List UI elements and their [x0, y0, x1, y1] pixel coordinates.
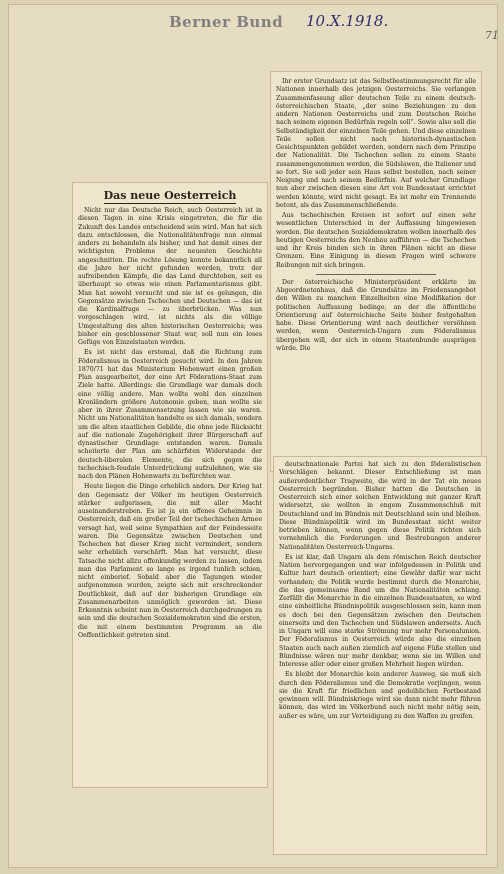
paragraph: Es ist klar, daß Ungarn als dem römischen Reich deutscher Nation hervorgegangen und war infolgedessen in Politik und Kultur hart deutsch orientiert; eine Gewähr dafür war nicht vorhanden; die Politik wurde bestimmt durch die Monarchie, die das gemeinsame Band um die Nationalitäten schlang. Zerfällt die Monarchie in die einzelnen Bundesstaaten, so wird eine einheitliche Bündnispolitik ausgeschlossen sein, kann man es doch bei den Gegensätzen zwischen den Deutschen einerseits und den Tschechen und Südslawen anderseits. Auch in Ungarn will eine starke Strömung nur mehr Personalunion. Der Föderalismus in Oesterreich würde also die einzelnen Staaten auch nach außen ziemlich auf eigene Füße stellen und Bündnisse wären nur mehr denkbar, wenn sie im Willen und Interesse aller oder einer großen Mehrheit liegen würden.	[279, 553, 481, 668]
paragraph: Ihr erster Grundsatz ist das Selbstbestimmungsrecht für alle Nationen innerhalb des jetzigen Oesterreichs. Sie verlangen Zusammenfassung aller deutschen Teile zu einem deutsch-österreichischen Staate, „der seine Beziehungen zu den andern Nationen Oesterreichs und zum Deutschen Reiche nach seinem eigenen Bedürfnis regeln soll“. Sowie also soll die Selbständigkeit der einzelnen Teile gehen. Und diese einzelnen Teile sollen nicht nach historisch-dynastischen Gesichtspunkten gebildet werden, sondern nach dem Prinzipe der Nationalität. Die Tschechen sollen zu einem Staate zusammengenommen werden, die Südslawen, die Italiener und so fort. Sie soll jeder sein Haus selbst bestellen, nach seiner Neigung und nach seinem Bedürfnis. Auf welcher Grundlage nun aber zwischen diesen eine Art von Bundesstaat errichtet werden könnte, wird nicht gesagt. Es ist mehr ein Trennende betont, als das Zusammenschließende.	[276, 78, 476, 209]
page-number: 71	[485, 29, 499, 42]
paragraph: Heute liegen die Dinge erheblich anders. Der Krieg hat den Gegensatz der Völker im heutigen Oesterreich stärker aufgerissen, die mit aller Macht auseinanderstreben. Es ist ja ein offenes Geheimnis in Oesterreich, daß ein großer Teil der tschechischen Armee versagt hat, weil seine Sympathien auf der Feindesseite waren. Die Gegensätze zwischen Deutschen und Tschechen hat dieser Krieg nicht vermindert, sondern sehr erheblich verschärft. Man hat versucht, diese Tatsache nicht allzu offenkundig werden zu lassen, indem man das Parlament so lange es irgend tunlich schien, nicht einberief. Sobald aber die Tagungen wieder aufgenommen wurden, zeigte sich mit erschreckender Deutlichkeit, daß auf der bisherigen Grundlage ein Zusammenarbeiten unmöglich geworden ist. Diese Erkenntnis scheint nun in Oesterreich durchgedrungen zu sein und die deutschen Sozialdemokraten sind die ersten, die mit einem bestimmten Programm an die Oeffentlichkeit getreten sind.	[78, 483, 262, 639]
paragraph: Es bleibt der Monarchie kein anderer Ausweg, sie muß sich durch den Föderalismus und die Demokratie verjüngen, wenn sie die Kraft für friedlichen und gedeihlichen Fortbestand gewinnen will. Bündniskriege wird sie dann nicht mehr führen können, das wird im Völkerbund auch nicht mehr nötig sein, außer es wäre, um zur Verteidigung zu den Waffen zu greifen.	[279, 671, 481, 720]
clipping-column-1	[73, 183, 267, 787]
paragraph: Der österreichische Ministerpräsident erklärte im Abgeordnetenhaus, daß die Grundsätze im Friedensangebot den Willen zu manchen Einzelheiten eine Modifikation der politischen Auffassung bedinge, an der die öffentliche Orientierung auf österreichische Seite bisher festgehalten habe. Diese Orientierung wird nach deutlicher versöhnen werden, wenn Oesterreich-Ungarn zum Föderalismus übergehen will, der sich in einem Staatenbunde ausprägen würde. Die	[276, 278, 476, 352]
handwritten-date: 10.X.1918.	[306, 12, 389, 30]
newspaper-masthead: Berner Bund	[169, 13, 284, 31]
paragraph: Nicht nur das Deutsche Reich, auch Oesterreich ist in diesen Tagen in eine Krisis eingetreten, die für die Zukunft des Landes entscheidend sein wird. Man hat sich dazu entschlossen, die Nationalitätenfrage nun einmal anders zu behandeln als bisher, und hat damit eines der wichtigsten Probleme der neuesten Geschichte angeschnitten. Die rechte Lösung konnte bekanntlich all die Jahre her nicht gefunden werden, trotz der aufreibenden Kämpfe, die das Land durchtoben, seit es überhaupt so etwas wie einen Parlamentarismus gibt. Man hat sowohl versucht und nie ist es gelungen, die Gegensätze zwischen Tschechen und Deutschen — das ist die Kardinalfrage — zu überbrücken. Was nun vorgeschlagen wird, ist nichts als die völlige Umgestaltung des alten historischen Oesterreichs; was bisher ein geschlossener Staat war, soll nun ein loses Gefüge von Einzelstaaten werden.	[78, 207, 262, 346]
paragraph: deutschnationale Partei hat sich zu den föderalistischen Vorschlägen bekannt. Dieser Entschließung ist man außerordentlicher Tragweite, die wird in der Tat ein neues Oesterreich begründen. Bisher hatten die Deutschen in Oesterreich sich einer solchen Entwicklung mit ganzer Kraft widersetzt, sie wollten in engem Zusammenschluß mit Deutschland und im Bündnis mit Deutschland sein und bleiben. Diese Bündnispolitik wird im Bundesstaat nicht weiter betrieben können, wenn gegen diese Politik richten sich vornehmlich die Forderungen und Bestrebungen anderer Nationalitäten Oesterreich-Ungarns.	[279, 461, 481, 551]
paragraph: Aus tschechischen Kreisen ist sofort auf einen sehr wesentlichen Unterschied in der Auffassung hingewiesen worden. Die deutschen Sozialdemokraten wollen innerhalb des heutigen Oesterreichs den Neubau aufführen — die Tschechen und ihr Kreis binden sich in ihren Plänen nicht an diese Grenzen. Eine Einigung in diesen Fragen wird schwere Reibungen mit sich bringen.	[276, 212, 476, 269]
clipping-column-3	[274, 457, 486, 854]
article-body-3	[274, 457, 486, 721]
headline-text: Das neue Oesterreich	[103, 189, 237, 202]
article-body-2	[271, 72, 481, 353]
clipping-column-2	[271, 72, 481, 471]
section-divider	[316, 274, 436, 275]
article-headline	[73, 183, 267, 207]
paragraph: Es ist nicht das erstemal, daß die Richtung zum Föderalismus in Oesterreich gesucht wird. In den Jahren 1870/71 hat das Ministerium Hohenwart einen großen Plan ausgearbeitet, der eine Art Föderations-Staat zum Ziele hatte. Allerdings: die Grundlage war damals doch eine völlig andere. Man wollte wohl den einzelnen Kronländern größere Autonomie geben, man wollte sie aber in ihrer Zusammensetzung lassen wie sie waren. Nicht um Nationalitäten handelte es sich damals, sondern um die alten staatlichen Gebilde, die ohne jede Rücksicht auf die nationale Zugehörigkeit ihrer Bürgerschaft auf dynastischer Grundlage entstanden waren. Damals scheiterte der Plan am schärfsten Widerstande der deutsch-liberalen Elemente, die sich gegen die tschechisch-feudale Unterdrückung aufzulehnen, wie sie nach den Plänen Hohenwarts zu befürchten war.	[78, 349, 262, 480]
article-body-1	[73, 207, 267, 640]
